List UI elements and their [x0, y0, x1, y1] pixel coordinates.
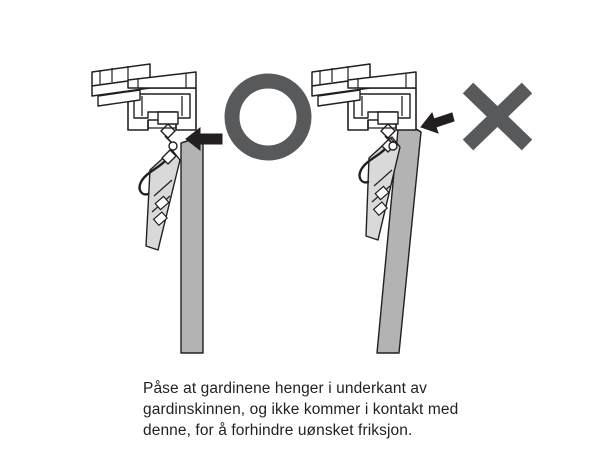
caption-line-2: gardinskinnen, og ikke kommer i kontakt med [143, 401, 459, 418]
curtain-fabric-correct [181, 136, 203, 353]
caption-line-3: denne, for å forhindre uønsket friksjon. [143, 422, 413, 439]
caption-line-1: Påse at gardinene henger i underkant av [143, 380, 427, 397]
instruction-caption [143, 378, 563, 441]
